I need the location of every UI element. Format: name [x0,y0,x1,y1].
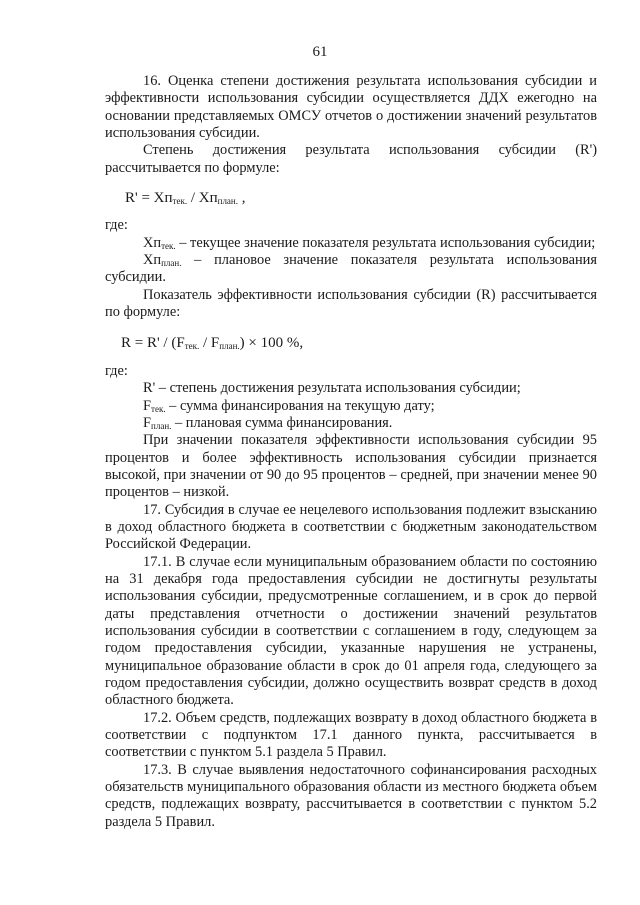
definition-xp-current [105,235,597,252]
definition-r: R' – степень достижения результата использования субсидии; [143,380,521,397]
page-number: 61 [312,44,328,60]
paragraph-degree: Степень достижения результата использования субсидии (R') рассчитывается по формуле: [105,142,597,176]
definition-symbol: Xп [143,234,162,251]
definition-sub: план. [161,258,182,269]
definition-sub: тек. [151,403,166,414]
definition-text: – плановое значение показателя результата использования субсидии. [105,252,597,286]
definition-xp-plan [105,252,597,287]
formula-efficiency-sub: тек. [184,341,200,352]
definition-symbol: Xп [143,252,162,269]
formula-efficiency-part: / F [199,335,220,352]
definition-sub: план. [151,420,172,431]
where-label: где: [105,217,128,234]
formula-efficiency-part: R = R' / (F [121,335,185,352]
formula-degree-sub: план. [217,196,238,207]
definition-symbol: F [143,397,152,414]
paragraph-17: 17. Субсидия в случае ее нецелевого использования подлежит взысканию в доход областного бюджета в соответствии с бюджетным законодательством Российской Федерации. [105,501,597,553]
paragraph-values: При значении показателя эффективности использования субсидии 95 процентов и более эффективность использования субсидии признается высокой, при значении от 90 до 95 процентов – средней, при значении менее 90 процентов – низкой. [105,432,597,501]
formula-degree-part: , [238,190,246,207]
formula-degree-part: R' = Xп [125,190,173,207]
paragraph-efficiency: Показатель эффективности использования субсидии (R) рассчитывается по формуле: [105,286,597,321]
formula-degree-sub: тек. [172,196,188,207]
formula-degree-part: / Xп [187,190,218,207]
formula-efficiency-sub: план. [219,341,240,352]
paragraph-16: 16. Оценка степени достижения результата использования субсидии и эффективности использования субсидии осуществляется ДДХ ежегодно на основании представляемых ОМСУ отчетов о достижении значений результатов использования субсидии. [105,73,597,142]
definition-sub: тек. [161,240,176,251]
formula-efficiency [105,335,597,352]
definition-f-current [105,398,597,415]
paragraph-17-3: 17.3. В случае выявления недостаточного софинансирования расходных обязательств муниципального образования области из местного бюджета объем средств, подлежащих возврату, рассчитывается в соответствии с пунктом 5.2 раздела 5 Правил. [105,761,597,830]
definition-text: – сумма финансирования на текущую дату; [165,397,435,414]
definition-text: – текущее значение показателя результата использования субсидии; [175,234,596,251]
formula-efficiency-part: ) × 100 %, [239,335,304,352]
where-label: где: [105,362,128,379]
formula-degree [105,190,597,207]
paragraph-17-1: 17.1. В случае если муниципальным образованием области по состоянию на 31 декабря года предоставления субсидии не достигнуты результаты использования субсидии, предусмотренные соглашением, и в срок до первой даты представления отчетности о достижении значений результатов использования субсидии в соответствии с соглашением в году, следующем за годом предоставления субсидии, указанные нарушения не устранены, муниципальное образование области в срок до 01 апреля года, следующего за годом предоставления субсидии, должно осуществить возврат средств в доход областного бюджета. [105,553,597,709]
definition-text: – плановая сумма финансирования. [171,414,393,431]
document-body [105,73,597,831]
definition-f-plan [105,415,597,432]
definition-symbol: F [143,414,152,431]
paragraph-17-2: 17.2. Объем средств, подлежащих возврату в доход областного бюджета в соответствии с подпунктом 17.1 данного пункта, рассчитывается в соответствии с пунктом 5.1 раздела 5 Правил. [105,709,597,761]
